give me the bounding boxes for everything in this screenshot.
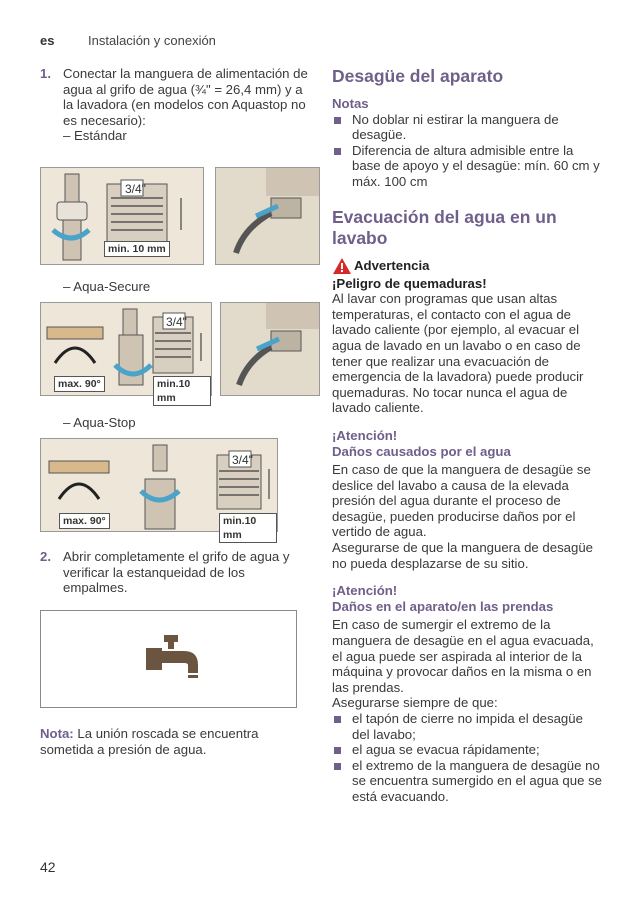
note-text: La unión roscada se encuentra sometida a presión de agua. [40, 726, 259, 757]
step-1-number: 1. [40, 66, 51, 81]
warning-text: Al lavar con programas que usan altas temperaturas, el contacto con el agua de lavado caliente (por ejemplo, al evacuar el agua de lavado en un lavabo o en caso de tener que realizar una evacuación de emergencia de la lavadora) puede producir quemaduras. No tocar nunca el agua de lavado caliente. [332, 291, 584, 416]
fig2-thread-label: 3/4" [166, 315, 187, 329]
option-standard: – Estándar [63, 128, 127, 144]
water-tap-icon [146, 635, 202, 681]
language-code: es [40, 33, 55, 48]
right-column [332, 66, 602, 805]
note-label: Nota: [40, 726, 74, 741]
machine-connection-illustration [215, 167, 320, 265]
fig1-thread-label: 3/4" [125, 182, 146, 196]
warning-heading [332, 257, 602, 275]
attention-label-1: ¡Atención! [332, 427, 398, 443]
list-item: el tapón de cierre no impida el desagüe del lavabo; [332, 711, 602, 742]
page-number: 42 [40, 859, 56, 875]
fig3-thread-label: 3/4" [232, 453, 253, 467]
note [40, 726, 310, 757]
warning-triangle-icon [332, 257, 352, 275]
step-1-text: Conectar la manguera de alimentación de agua al grifo de agua (¾" = 26,4 mm) y a la lavadora (en modelos con Aquastop no es necesario): [63, 66, 308, 128]
step-1 [40, 66, 312, 144]
section-header-title: Instalación y conexión [88, 33, 216, 48]
step-2-number: 2. [40, 549, 51, 564]
fig3-angle-label: max. 90° [59, 513, 110, 529]
notes-label: Notas [332, 96, 369, 111]
attention-text-1b: Asegurarse de que la manguera de desagüe no pueda desplazarse de su sitio. [332, 540, 594, 571]
attention-text-1: En caso de que la manguera de desagüe se deslice del lavabo a causa de la elevada presión del agua durante el proceso de desagüe, pueden producirse daños por el vertido de agua. [332, 462, 591, 540]
figure-aqua-secure [40, 302, 318, 404]
attention-title-1: Daños causados por el agua [332, 443, 511, 459]
section-title-sink: Evacuación del agua en un lavabo [332, 206, 557, 248]
danger-title: ¡Peligro de quemaduras! [332, 275, 487, 291]
machine-connection-illustration-2 [220, 302, 320, 396]
list-item: el extremo de la manguera de desagüe no se encuentra sumergido en el agua que se está evacuando. [332, 758, 602, 805]
list-item: No doblar ni estirar la manguera de desagüe. [332, 112, 602, 143]
fig2-min-label: min.10 mm [153, 376, 211, 406]
option-aqua-stop: – Aqua-Stop [63, 415, 136, 430]
fig2-angle-label: max. 90° [54, 376, 105, 392]
fig1-min-label: min. 10 mm [104, 241, 170, 257]
list-item: el agua se evacua rápidamente; [332, 742, 602, 758]
warning-label: Advertencia [354, 257, 430, 273]
figure-aqua-stop [40, 438, 278, 541]
section-title-drain: Desagüe del aparato [332, 66, 504, 86]
standard-tap-illustration [40, 167, 204, 265]
attention-text-2b: Asegurarse siempre de que: [332, 695, 498, 711]
open-tap-figure [40, 610, 297, 708]
aqua-secure-illustration [40, 302, 212, 404]
attention-label-2: ¡Atención! [332, 583, 398, 599]
fig3-min-label: min.10 mm [219, 513, 277, 543]
option-aqua-secure: – Aqua-Secure [63, 279, 151, 294]
list-item: Diferencia de altura admisible entre la base de apoyo y el desagüe: mín. 60 cm y máx. 100 cm [332, 143, 602, 190]
attention-text-2: En caso de sumergir el extremo de la manguera de desagüe en el agua evacuada, el agua puede ser aspirada al interior de la máquina y provocar daños en la misma o en las prendas. [332, 617, 594, 695]
figure-standard [40, 167, 318, 265]
step-2 [40, 549, 312, 596]
attention-title-2: Daños en el aparato/en las prendas [332, 598, 554, 614]
step-2-text: Abrir completamente el grifo de agua y verificar la estanqueidad de los empalmes. [63, 549, 290, 596]
